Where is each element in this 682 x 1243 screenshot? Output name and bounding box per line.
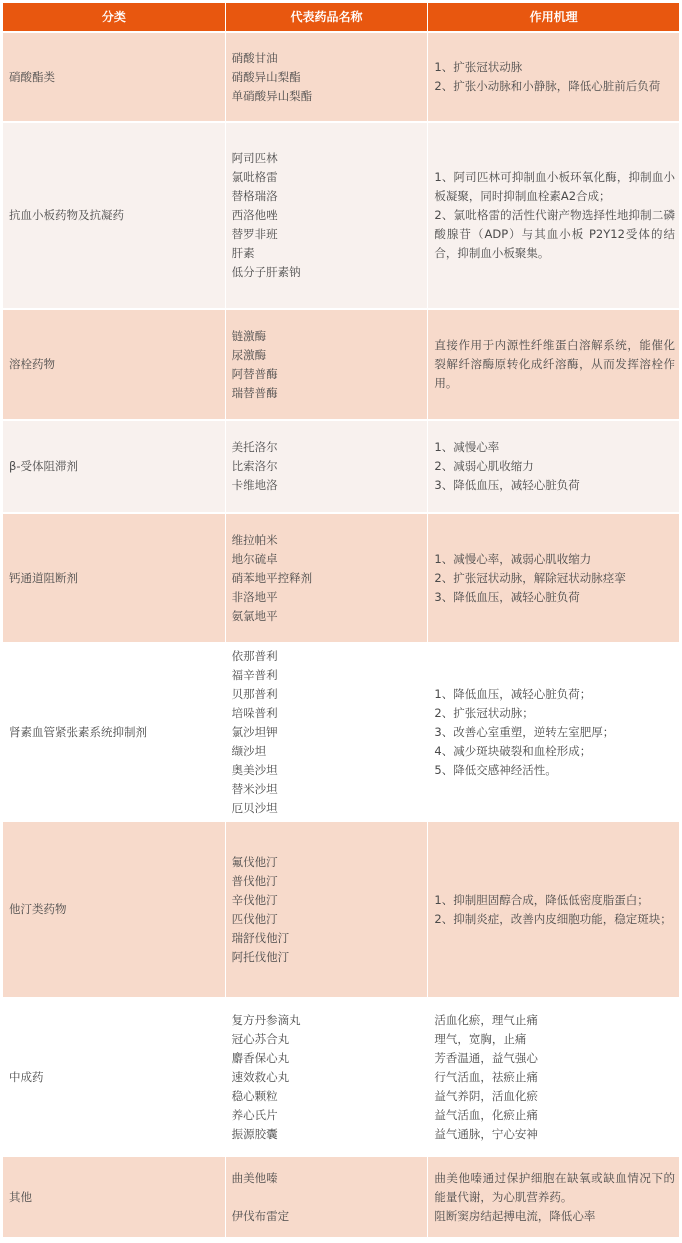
drug-name: 复方丹参滴丸 <box>231 1012 301 1027</box>
drug-name: 卡维地洛 <box>231 478 278 492</box>
drug-name: 辛伐他汀 <box>231 892 278 907</box>
table-row <box>3 310 679 419</box>
drug-name: 西洛他唑 <box>231 208 278 222</box>
header-mechanism: 作用机理 <box>428 3 679 31</box>
drugs-cell <box>226 822 428 997</box>
category-cell: 其他 <box>3 1157 225 1237</box>
mechanism-line: 2、氯吡格雷的活性代谢产物选择性地抑制二磷酸腺苷（ADP）与其血小板 P2Y12受体的结合，抑制血小板聚集。 <box>434 208 675 260</box>
drug-name: 曲美他嗪 <box>231 1170 278 1185</box>
drug-name: 替米沙坦 <box>231 781 278 796</box>
table-header-row <box>3 3 679 31</box>
mechanism-line: 3、降低血压，减轻心脏负荷 <box>434 589 580 604</box>
mechanism-line: 4、减少斑块破裂和血栓形成； <box>434 743 592 758</box>
mechanism-cell <box>428 514 679 642</box>
drug-name: 氟伐他汀 <box>231 854 278 869</box>
mechanism-line: 2、抑制炎症，改善内皮细胞功能，稳定斑块； <box>434 911 672 926</box>
category-cell: 溶栓药物 <box>3 310 225 419</box>
drug-name: 单硝酸异山梨酯 <box>231 88 313 103</box>
drugs-cell <box>226 514 428 642</box>
drugs-cell <box>226 33 428 121</box>
mechanism-line: 2、扩张冠状动脉，解除冠状动脉痉挛 <box>434 570 626 585</box>
drug-name: 维拉帕米 <box>231 532 278 547</box>
drug-name: 非洛地平 <box>231 589 278 604</box>
table-row <box>3 514 679 642</box>
drug-name: 振源胶囊 <box>231 1126 278 1141</box>
drug-name <box>232 1188 290 1207</box>
drug-name: 伊伐布雷定 <box>231 1208 290 1223</box>
table-row <box>3 644 679 820</box>
table-row <box>3 822 679 997</box>
drug-classification-table <box>3 3 679 1239</box>
mechanism-line: 5、降低交感神经活性。 <box>434 762 557 777</box>
drugs-cell <box>226 1157 428 1237</box>
mechanism-cell <box>428 999 679 1155</box>
header-category: 分类 <box>3 3 225 31</box>
mechanism-cell <box>428 1157 679 1237</box>
drug-name: 阿司匹林 <box>231 151 278 165</box>
mechanism-line: 2、扩张小动脉和小静脉，降低心脏前后负荷 <box>434 79 661 93</box>
mechanism-line: 活血化瘀，理气止痛 <box>434 1012 538 1027</box>
mechanism-line: 益气活血，化瘀止痛 <box>434 1107 538 1122</box>
mechanism-line: 理气，宽胸，止痛 <box>434 1031 527 1046</box>
mechanism-line: 2、减弱心肌收缩力 <box>434 459 534 473</box>
drug-name: 速效救心丸 <box>231 1069 290 1084</box>
drugs-cell <box>226 123 428 308</box>
mechanism-cell <box>428 421 679 512</box>
mechanism-line: 行气活血，祛瘀止痛 <box>434 1069 538 1084</box>
mechanism-line: 3、改善心室重塑，逆转左室肥厚； <box>434 724 615 739</box>
drug-name: 依那普利 <box>231 648 278 663</box>
drug-name: 厄贝沙坦 <box>231 800 278 815</box>
drug-name: 比索洛尔 <box>231 459 278 473</box>
mechanism-cell <box>428 310 679 419</box>
header-drugs: 代表药品名称 <box>226 3 428 31</box>
drug-name: 硝酸甘油 <box>231 50 278 65</box>
drug-name: 缬沙坦 <box>231 743 267 758</box>
drug-name: 替罗非班 <box>231 227 278 241</box>
category-cell: 肾素血管紧张素系统抑制剂 <box>3 644 225 820</box>
mechanism-line: 1、扩张冠状动脉 <box>434 60 523 74</box>
mechanism-line: 芳香温通，益气强心 <box>434 1050 538 1065</box>
mechanism-line: 1、阿司匹林可抑制血小板环氧化酶，抑制血小板凝聚，同时抑制血栓素A2合成； <box>434 170 675 203</box>
category-cell: 抗血小板药物及抗凝药 <box>3 123 225 308</box>
drug-name: 奥美沙坦 <box>231 762 278 777</box>
category-cell: 他汀类药物 <box>3 822 225 997</box>
drug-name: 硝苯地平控释剂 <box>231 570 313 585</box>
table-row <box>3 33 679 121</box>
drug-name: 氯吡格雷 <box>231 170 278 184</box>
drug-name: 硝酸异山梨酯 <box>231 69 301 84</box>
drug-name: 氯沙坦钾 <box>231 724 278 739</box>
category-cell: 钙通道阻断剂 <box>3 514 225 642</box>
drug-name: 养心氏片 <box>231 1107 278 1122</box>
drug-name: 瑞舒伐他汀 <box>231 930 290 945</box>
mechanism-line: 益气通脉，宁心安神 <box>434 1126 538 1141</box>
drug-name: 培哚普利 <box>231 705 278 720</box>
mechanism-cell <box>428 644 679 820</box>
table-row <box>3 421 679 512</box>
mechanism-line: 3、降低血压，减轻心脏负荷 <box>434 478 580 492</box>
mechanism-line: 1、减慢心率 <box>434 440 500 454</box>
mechanism-line: 阻断窦房结起搏电流，降低心率 <box>434 1208 596 1223</box>
category-cell: β-受体阻滞剂 <box>3 421 225 512</box>
drugs-cell <box>226 310 428 419</box>
drug-name: 冠心苏合丸 <box>231 1031 290 1046</box>
mechanism-line: 益气养阴，活血化瘀 <box>434 1088 538 1103</box>
drug-name: 匹伐他汀 <box>231 911 278 926</box>
drug-name: 地尔硫卓 <box>231 551 278 566</box>
drug-name: 麝香保心丸 <box>231 1050 290 1065</box>
mechanism-line: 1、抑制胆固醇合成，降低低密度脂蛋白； <box>434 892 649 907</box>
mechanism-line: 1、降低血压，减轻心脏负荷； <box>434 686 592 701</box>
drug-name: 阿托伐他汀 <box>231 949 290 964</box>
category-cell: 硝酸酯类 <box>3 33 225 121</box>
table-row <box>3 123 679 308</box>
drug-name: 链激酶 <box>231 328 267 343</box>
mechanism-cell <box>428 33 679 121</box>
category-cell: 中成药 <box>3 999 225 1155</box>
drugs-cell <box>226 999 428 1155</box>
table-row <box>3 999 679 1155</box>
drug-name: 肝素 <box>231 246 255 260</box>
table-row <box>3 1157 679 1237</box>
drug-name: 瑞替普酶 <box>231 385 278 400</box>
mechanism-cell <box>428 822 679 997</box>
mechanism-line: 1、减慢心率，减弱心肌收缩力 <box>434 551 592 566</box>
drug-name: 尿激酶 <box>231 347 267 362</box>
drug-name: 福辛普利 <box>231 667 278 682</box>
drugs-cell <box>226 421 428 512</box>
drug-name: 稳心颗粒 <box>231 1088 278 1103</box>
drugs-cell <box>226 644 428 820</box>
drug-name: 低分子肝素钠 <box>231 265 301 279</box>
drug-name: 阿替普酶 <box>231 366 278 381</box>
mechanism-line: 直接作用于内源性纤维蛋白溶解系统，能催化裂解纤溶酶原转化成纤溶酶，从而发挥溶栓作用。 <box>434 338 675 390</box>
mechanism-cell <box>428 123 679 308</box>
mechanism-line: 2、扩张冠状动脉； <box>434 705 534 720</box>
drug-name: 替格瑞洛 <box>231 189 278 203</box>
drug-name: 氨氯地平 <box>231 608 278 623</box>
mechanism-line: 曲美他嗪通过保护细胞在缺氧或缺血情况下的能量代谢，为心肌营养药。 <box>434 1170 675 1204</box>
drug-name: 普伐他汀 <box>231 873 278 888</box>
drug-name: 美托洛尔 <box>231 440 278 454</box>
drug-name: 贝那普利 <box>231 686 278 701</box>
